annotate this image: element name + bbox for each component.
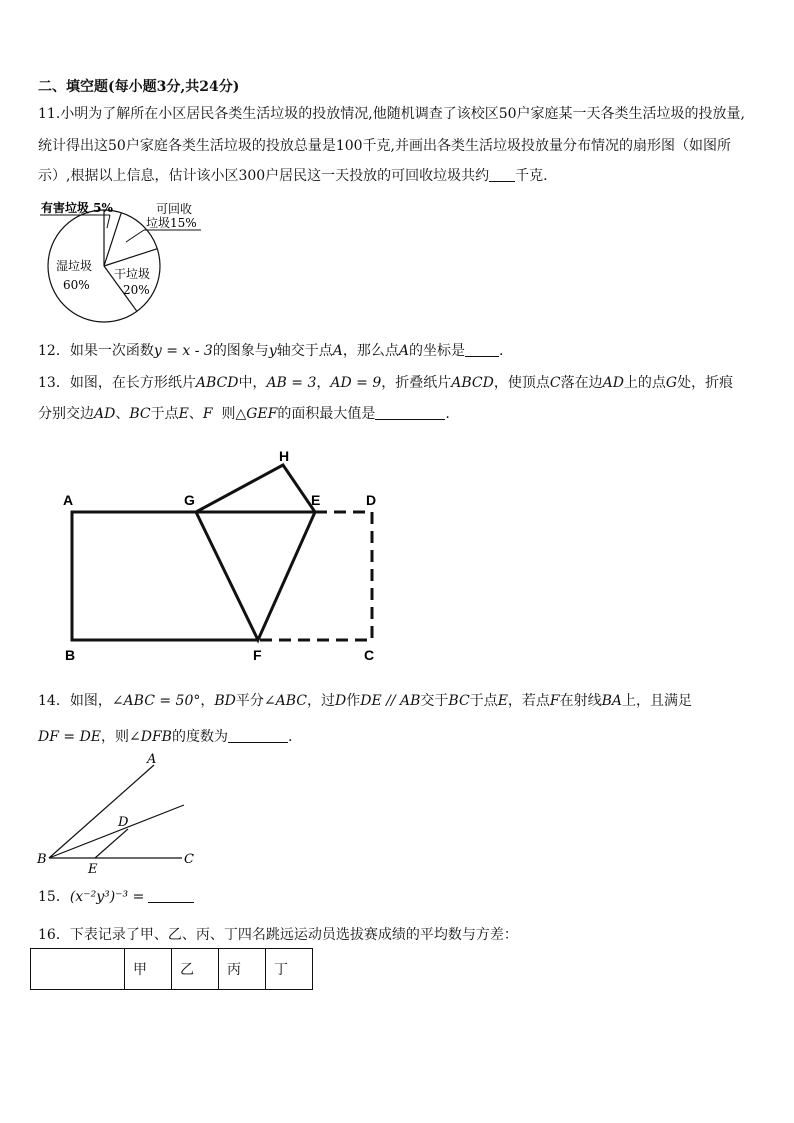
q11-answer-blank[interactable] [489, 167, 515, 182]
q14-text-1c: 平分 [235, 693, 264, 709]
q15-line [38, 887, 194, 907]
q12-text-c: 轴交于点 [276, 343, 333, 359]
q15-answer-blank[interactable] [148, 888, 194, 903]
q13-text-1c: ，折叠纸片 [381, 375, 452, 391]
q13-side-ad: AD [602, 375, 624, 391]
q13-sep-2: 、 [115, 406, 130, 422]
garbage-pie-chart [36, 198, 206, 328]
q13-point-e: E [178, 406, 189, 422]
table-header-cell [31, 949, 125, 990]
triangle-gef [196, 512, 315, 640]
fold-rectangle-figure [50, 440, 400, 670]
q14-text-2c: 的度数为 [171, 729, 228, 745]
pie-label-wet-1: 湿垃圾 [56, 259, 93, 273]
q12-text-d: ，那么点 [342, 343, 399, 359]
q13-text-1a: 13．如图，在长方形纸片 [38, 375, 196, 391]
q14-line2 [38, 727, 292, 747]
label-c: C [364, 647, 375, 663]
q14-text-1i: 在射线 [559, 693, 602, 709]
q13-rect-abcd: ABCD [195, 375, 239, 391]
q12-y-axis: y [268, 343, 277, 359]
table-row [31, 949, 313, 990]
q15-expression: (x⁻²y³)⁻³ = [69, 889, 145, 905]
folded-segments-gh-he [196, 465, 315, 512]
q12-answer-blank[interactable] [465, 342, 499, 357]
q13-text-1g: 处，折痕 [677, 375, 734, 391]
pie-label-dry-1: 干垃圾 [114, 267, 151, 281]
ray-bd [49, 805, 184, 858]
q14-side-bc: BC [448, 693, 470, 709]
q14-df-de: DF = DE [38, 729, 102, 745]
label-c: C [184, 852, 194, 867]
q13-point-g: G [665, 375, 678, 391]
label-b: B [37, 852, 47, 867]
recyclable-leader-line [126, 230, 144, 242]
table-header-cell: 乙 [172, 949, 219, 990]
pie-label-recyclable-2: 垃圾15% [146, 216, 197, 230]
q14-period: . [287, 729, 293, 745]
q14-text-1h: ，若点 [507, 693, 550, 709]
q14-angle-abc-2: ∠ABC [263, 693, 307, 709]
label-g: G [184, 492, 195, 508]
q14-text-1b: ， [200, 693, 215, 709]
q11-line2: 统计得出这50户家庭各类生活垃圾的投放总量是100千克,并画出各类生活垃圾投放量分布情况的扇形图（如图所 [38, 138, 731, 154]
q13-line2 [38, 404, 450, 424]
q14-text-1f: 交于 [420, 693, 449, 709]
q13-side-ad-2: AD [94, 406, 116, 422]
q13-text-2c: 则 [221, 406, 236, 422]
pie-slice-boundary-干垃圾 [104, 249, 157, 266]
q14-point-e: E [497, 693, 508, 709]
q16-text: 16．下表记录了甲、乙、丙、丁四名跳远运动员选拔赛成绩的平均数与方差： [38, 927, 518, 943]
q14-text-1a: 14．如图， [38, 693, 112, 709]
q14-text-1d: ，过 [307, 693, 335, 709]
score-table [30, 948, 313, 990]
q13-side-bc: BC [129, 406, 151, 422]
label-d: D [366, 492, 377, 508]
q13-answer-blank[interactable] [375, 405, 445, 420]
q12-point-a-2: A [398, 343, 409, 359]
q13-text-1d: ，使顶点 [493, 375, 550, 391]
q14-text-2b: ，则 [101, 729, 130, 745]
q13-period: . [445, 406, 450, 422]
q11-line3 [38, 166, 548, 186]
table-header-cell: 甲 [125, 949, 172, 990]
pie-label-dry-2: 20% [123, 283, 150, 297]
q14-line1 [38, 691, 692, 711]
label-a: A [63, 492, 74, 508]
q11-line3-unit: 千克. [515, 168, 548, 184]
pie-label-recyclable-1: 可回收 [156, 202, 193, 216]
q13-ab-value: AB = 3 [266, 375, 317, 391]
q13-rect-abcd-2: ABCD [451, 375, 494, 391]
q14-point-f: F [549, 693, 560, 709]
q13-sep-3: 、 [188, 406, 203, 422]
pie-label-hazardous: 有害垃圾 5% [41, 201, 113, 215]
table-header-cell: 丙 [219, 949, 266, 990]
q13-text-1e: 落在边 [560, 375, 603, 391]
rectangle-dashed-edges [258, 512, 372, 640]
q11-line1: 11.小明为了解所在小区居民各类生活垃圾的投放情况,他随机调查了该校区50户家庭某一天各类生活垃圾的投放量, [38, 106, 745, 122]
rectangle-solid-edges [72, 512, 315, 640]
label-b: B [65, 647, 76, 663]
hazardous-leader-line [107, 215, 110, 228]
q12-text-a: 12．如果一次函数 [38, 343, 154, 359]
q14-ray-ba: BA [601, 693, 623, 709]
ray-ba [49, 765, 154, 858]
label-h: H [279, 448, 290, 464]
q13-text-2a: 分别交边 [38, 406, 94, 422]
q12-text-e: 的坐标是 [408, 343, 465, 359]
q12-line [38, 341, 503, 361]
q13-text-1b: 中， [238, 375, 267, 391]
label-e: E [311, 492, 321, 508]
section-title: 二、填空题(每小题3分,共24分) [38, 79, 240, 95]
q14-parallel: DE // AB [360, 693, 421, 709]
q13-triangle-gef: △GEF [235, 406, 278, 422]
q13-vertex-c: C [549, 375, 561, 391]
angle-bisector-figure [34, 750, 204, 875]
q12-text-b: 的图象与 [212, 343, 269, 359]
q14-text-1j: 上，且满足 [622, 693, 693, 709]
q13-sep-1: ， [316, 375, 331, 391]
q13-text-2b: 于点 [150, 406, 179, 422]
label-d: D [118, 815, 129, 830]
q14-point-d: D [335, 693, 347, 709]
table-header-cell: 丁 [266, 949, 313, 990]
q14-angle-dfb: ∠DFB [129, 729, 172, 745]
pie-slice-boundary-可回收垃圾 [104, 213, 121, 266]
q12-function: y = x - 3 [153, 343, 213, 359]
q14-text-1g: 于点 [469, 693, 498, 709]
q14-angle-abc: ∠ABC = 50° [111, 693, 201, 709]
q13-point-f: F [202, 406, 213, 422]
q13-line1 [38, 373, 733, 393]
q14-segment-bd: BD [214, 693, 236, 709]
q11-line3-text: 示）,根据以上信息，估计该小区300户居民这一天投放的可回收垃圾共约 [38, 168, 490, 184]
label-a: A [147, 752, 157, 767]
q13-ad-value: AD = 9 [330, 375, 382, 391]
q15-number: 15． [38, 889, 70, 905]
q12-period: . [498, 343, 504, 359]
q14-answer-blank[interactable] [228, 728, 288, 743]
pie-label-wet-2: 60% [63, 278, 90, 292]
q13-text-1f: 上的点 [623, 375, 666, 391]
q14-text-1e: 作 [346, 693, 361, 709]
label-e: E [88, 862, 98, 875]
q12-point-a: A [332, 343, 343, 359]
q13-text-2d: 的面积最大值是 [277, 406, 376, 422]
label-f: F [253, 647, 262, 663]
